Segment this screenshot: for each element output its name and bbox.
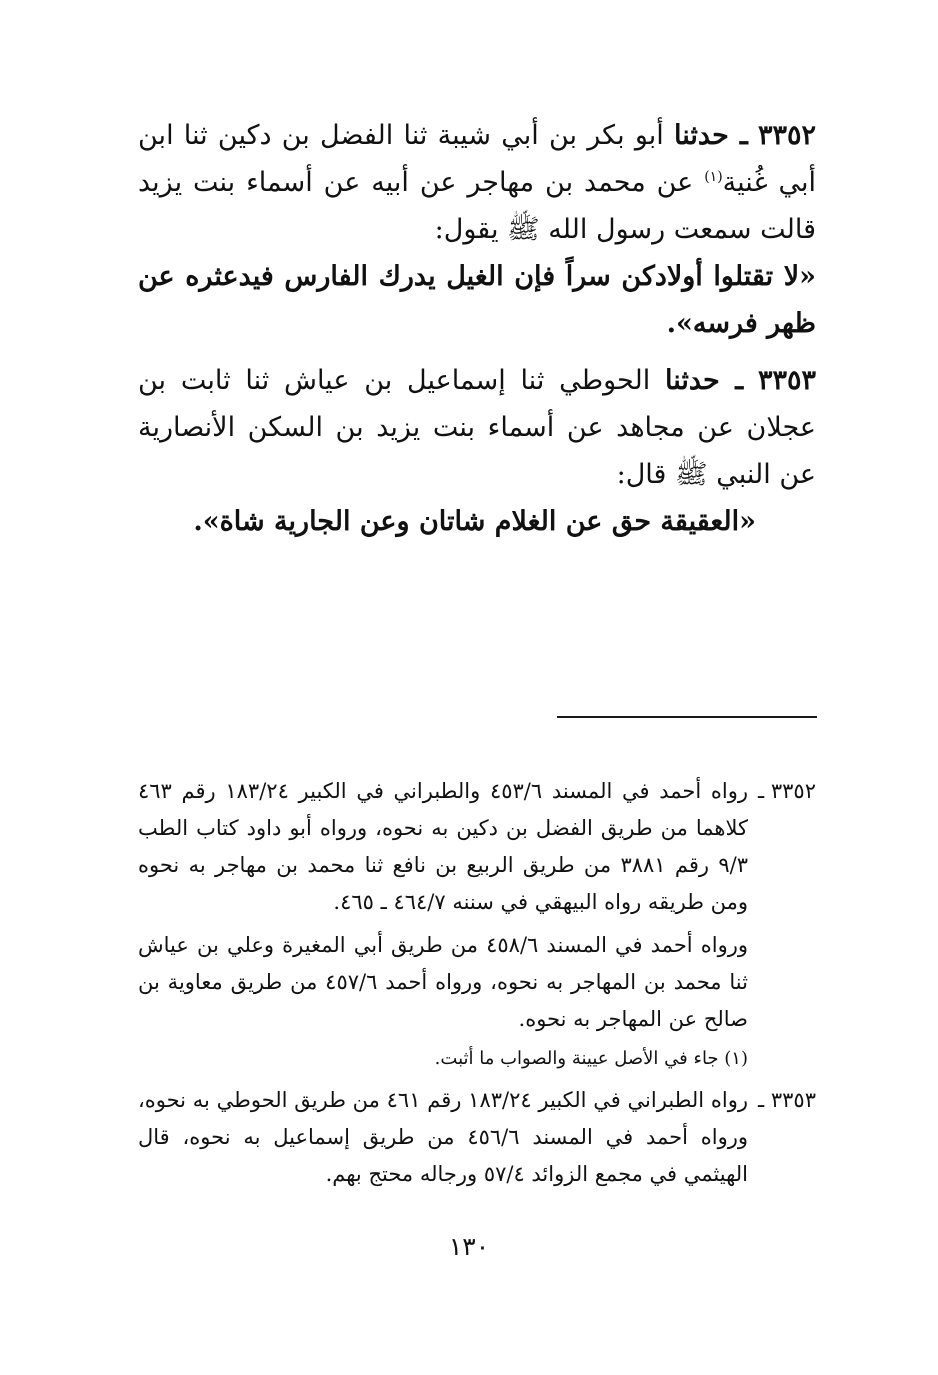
hadith-matn: «العقيقة حق عن الغلام شاتان وعن الجارية شاة». <box>193 506 756 537</box>
footnote-marker: (١) <box>704 169 723 185</box>
isnad-text: الحوطي ثنا إسماعيل بن عياش ثنا ثابت بن عجلان عن مجاهد عن أسماء بنت يزيد بن السكن الأنصارية عن النبي ﷺ قال: <box>138 365 816 490</box>
hadith-number: ٣٣٥٣ <box>758 365 817 396</box>
footnote-separator <box>557 716 817 718</box>
hadith-label: حدثنا <box>664 365 720 396</box>
main-text <box>138 112 816 555</box>
hadith-3352: ٣٣٥٢ ـ حدثنا أبو بكر بن أبي شيبة ثنا الفضل بن دكين ثنا ابن أبي غُنية$^{(١)}$ عن محمد بن مهاجر عن أبيه عن أسماء بنت يزيد قالت سمعت رسول الله ﷺ يقول: «لا تقتلوا أولادكن سراً فإن الغيل يدرك الفارس فيدعثره عن ظهر فرسه». <box>138 112 816 347</box>
hadith-matn: «لا تقتلوا أولادكن سراً فإن الغيل يدرك الفارس فيدعثره عن ظهر فرسه». <box>138 261 816 339</box>
isnad-text-continued: عن محمد بن مهاجر عن أبيه عن أسماء بنت يزيد قالت سمعت رسول الله ﷺ يقول: <box>138 167 816 245</box>
note-3352 <box>138 773 816 1038</box>
hadith-3353: ٣٣٥٣ ـ حدثنا الحوطي ثنا إسماعيل بن عياش ثنا ثابت بن عجلان عن مجاهد عن أسماء بنت يزيد بن السكن الأنصارية عن النبي ﷺ قال: «العقيقة حق عن الغلام شاتان وعن الجارية شاة». <box>138 357 816 545</box>
note-3353 <box>138 1082 816 1193</box>
page-number: ١٣٠ <box>448 1232 490 1261</box>
footnotes-section <box>138 773 816 1199</box>
note-text: رواه الطبراني في الكبير ١٨٣/٢٤ رقم ٤٦١ من طريق الحوطي به نحوه، ورواه أحمد في المسند ٤٥٦/٦ من طريق إسماعيل به نحوه، قال الهيثمي في مجمع الزوائد ٥٧/٤ ورجاله محتج بهم. <box>138 1088 748 1186</box>
hadith-label: حدثنا <box>674 120 729 151</box>
isnad-text: أبو بكر بن أبي شيبة ثنا الفضل بن دكين ثنا ابن أبي غُنية <box>138 120 816 198</box>
note-number: ٣٣٥٢ ـ <box>758 779 816 803</box>
footnote-1: (١) جاء في الأصل عيينة والصواب ما أثبت. <box>434 1048 748 1069</box>
note-number: ٣٣٥٣ ـ <box>758 1088 816 1112</box>
note-text: رواه أحمد في المسند ٤٥٣/٦ والطبراني في الكبير ١٨٣/٢٤ رقم ٤٦٣ كلاهما من طريق الفضل بن دكين به نحوه، ورواه أبو داود كتاب الطب ٩/٣ رقم ٣٨٨١ من طريق الربيع بن نافع ثنا محمد بن مهاجر به نحوه ومن طريقه رواه البيهقي في سننه ٤٦٤/٧ ـ ٤٦٥. <box>138 779 749 914</box>
hadith-number: ٣٣٥٢ <box>757 120 816 151</box>
note-text-continued: ورواه أحمد في المسند ٤٥٨/٦ من طريق أبي المغيرة وعلي بن عياش ثنا محمد بن المهاجر به نحوه، ورواه أحمد ٤٥٧/٦ من طريق معاوية بن صالح عن المهاجر به نحوه. <box>138 933 749 1031</box>
